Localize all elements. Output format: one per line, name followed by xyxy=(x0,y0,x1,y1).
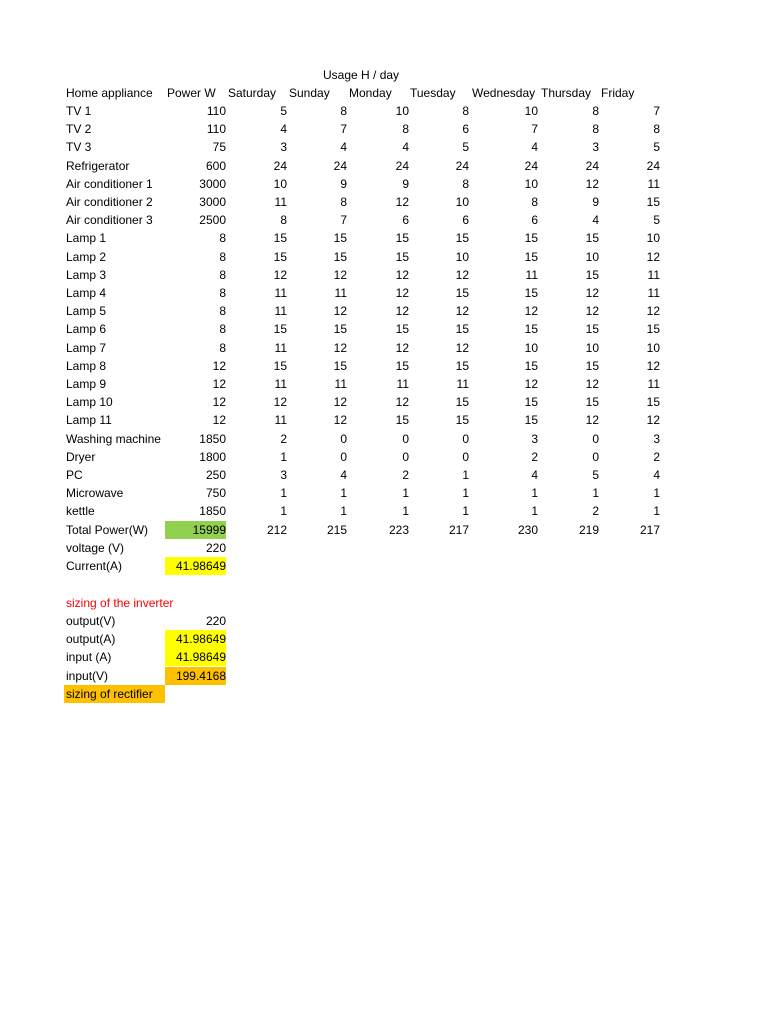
usage-hours: 10 xyxy=(395,104,409,118)
day-total: 212 xyxy=(266,522,287,537)
appliance-name: Lamp 8 xyxy=(66,358,107,373)
usage-hours: 12 xyxy=(524,377,538,391)
usage-hours: 6 xyxy=(402,213,409,228)
power-value: 2500 xyxy=(199,213,226,228)
appliance-name: Lamp 5 xyxy=(66,304,107,319)
usage-hours: 15 xyxy=(585,358,599,373)
usage-hours: 0 xyxy=(340,431,347,446)
column-header: Friday xyxy=(601,86,635,100)
usage-hours: 1 xyxy=(402,486,409,501)
usage-hours: 11 xyxy=(647,286,660,300)
appliance-name: TV 1 xyxy=(66,104,92,118)
usage-hours: 15 xyxy=(395,231,409,246)
usage-hours: 15 xyxy=(333,358,347,373)
usage-hours: 12 xyxy=(646,249,660,264)
usage-hours: 7 xyxy=(340,213,347,228)
usage-hours: 4 xyxy=(653,468,660,482)
power-value: 8 xyxy=(219,340,226,355)
usage-hours: 8 xyxy=(340,104,347,118)
usage-hours: 4 xyxy=(531,140,538,155)
appliance-name: Lamp 7 xyxy=(66,340,107,355)
inverter-value: 41.98649 xyxy=(165,630,226,648)
column-header: Monday xyxy=(349,86,392,100)
usage-hours: 10 xyxy=(455,249,469,264)
usage-hours: 6 xyxy=(531,213,538,228)
usage-hours: 15 xyxy=(524,322,538,337)
usage-hours: 2 xyxy=(592,504,599,519)
usage-hours: 15 xyxy=(646,395,660,410)
usage-hours: 1 xyxy=(340,504,347,519)
column-header: Wednesday xyxy=(472,86,536,100)
usage-hours: 12 xyxy=(455,267,469,282)
usage-hours: 11 xyxy=(334,286,347,300)
power-value: 750 xyxy=(205,486,226,501)
usage-hours: 12 xyxy=(395,267,409,282)
usage-hours: 1 xyxy=(653,486,660,501)
voltage-label: voltage (V) xyxy=(66,541,125,555)
usage-hours: 24 xyxy=(333,158,347,173)
usage-hours: 1 xyxy=(340,486,347,501)
appliance-name: Lamp 11 xyxy=(66,413,112,428)
usage-hours: 15 xyxy=(455,413,469,428)
usage-hours: 15 xyxy=(395,413,409,428)
current-label: Current(A) xyxy=(66,559,123,573)
usage-title: Usage H / day xyxy=(323,68,400,82)
usage-hours: 24 xyxy=(524,158,538,173)
voltage-value: 220 xyxy=(205,541,226,555)
total-power-value: 15999 xyxy=(165,521,226,539)
power-value: 250 xyxy=(205,468,226,482)
appliance-name: TV 2 xyxy=(66,122,92,137)
appliance-name: Lamp 10 xyxy=(66,395,113,410)
usage-hours: 10 xyxy=(524,104,538,118)
usage-hours: 24 xyxy=(455,158,469,173)
usage-hours: 11 xyxy=(456,377,469,391)
power-value: 8 xyxy=(219,231,226,246)
usage-hours: 4 xyxy=(340,140,347,155)
usage-hours: 12 xyxy=(455,304,469,319)
power-value: 110 xyxy=(206,104,226,118)
rectifier-title: sizing of rectifier xyxy=(64,685,165,703)
usage-hours: 1 xyxy=(653,504,660,519)
appliance-name: Lamp 2 xyxy=(66,249,107,264)
usage-hours: 7 xyxy=(653,104,660,118)
usage-hours: 1 xyxy=(402,504,409,519)
usage-hours: 12 xyxy=(333,304,347,319)
usage-hours: 15 xyxy=(273,358,287,373)
usage-hours: 8 xyxy=(280,213,287,228)
appliance-name: Lamp 6 xyxy=(66,322,107,337)
appliance-name: Air conditioner 2 xyxy=(66,195,153,209)
usage-hours: 1 xyxy=(462,468,469,482)
usage-hours: 10 xyxy=(273,176,287,191)
power-value: 3000 xyxy=(199,176,226,191)
usage-hours: 24 xyxy=(273,158,287,173)
power-value: 12 xyxy=(212,395,226,410)
total-power-label: Total Power(W) xyxy=(66,522,149,537)
usage-hours: 8 xyxy=(531,195,538,209)
usage-hours: 3 xyxy=(280,468,287,482)
usage-hours: 12 xyxy=(395,304,409,319)
usage-hours: 10 xyxy=(646,231,660,246)
usage-hours: 1 xyxy=(531,486,538,501)
usage-hours: 2 xyxy=(531,449,538,464)
appliance-name: Microwave xyxy=(66,486,124,501)
usage-hours: 12 xyxy=(646,413,660,428)
usage-hours: 11 xyxy=(334,377,347,391)
appliance-name: PC xyxy=(66,468,83,482)
usage-hours: 8 xyxy=(653,122,660,137)
usage-hours: 5 xyxy=(653,213,660,228)
power-value: 1850 xyxy=(199,504,226,519)
power-value: 600 xyxy=(205,158,226,173)
usage-hours: 11 xyxy=(647,377,660,391)
usage-hours: 15 xyxy=(273,322,287,337)
usage-hours: 6 xyxy=(462,213,469,228)
usage-hours: 11 xyxy=(647,267,660,282)
usage-hours: 8 xyxy=(462,176,469,191)
usage-hours: 11 xyxy=(274,377,287,391)
usage-hours: 15 xyxy=(333,322,347,337)
usage-hours: 11 xyxy=(525,267,538,282)
usage-hours: 15 xyxy=(524,395,538,410)
usage-hours: 4 xyxy=(402,140,409,155)
usage-hours: 15 xyxy=(524,358,538,373)
usage-hours: 5 xyxy=(462,140,469,155)
usage-hours: 15 xyxy=(273,249,287,264)
usage-hours: 0 xyxy=(462,431,469,446)
usage-hours: 1 xyxy=(280,504,287,519)
power-value: 1800 xyxy=(199,449,226,464)
usage-hours: 1 xyxy=(462,486,469,501)
usage-hours: 4 xyxy=(531,468,538,482)
column-header: Sunday xyxy=(289,86,330,100)
inverter-value: 41.98649 xyxy=(165,648,226,666)
appliance-name: Lamp 1 xyxy=(66,231,107,246)
usage-hours: 15 xyxy=(646,195,660,209)
usage-hours: 8 xyxy=(462,104,469,118)
inverter-value: 199.4168 xyxy=(165,667,226,685)
usage-hours: 12 xyxy=(585,377,599,391)
appliance-name: Refrigerator xyxy=(66,158,130,173)
usage-hours: 15 xyxy=(455,358,469,373)
usage-hours: 12 xyxy=(646,304,660,319)
usage-hours: 3 xyxy=(531,431,538,446)
usage-hours: 1 xyxy=(592,486,599,501)
usage-hours: 11 xyxy=(396,377,409,391)
column-header: Tuesday xyxy=(410,86,456,100)
usage-hours: 24 xyxy=(395,158,409,173)
column-header: Saturday xyxy=(228,86,277,100)
usage-hours: 12 xyxy=(585,176,599,191)
usage-hours: 15 xyxy=(455,231,469,246)
day-total: 217 xyxy=(448,522,469,537)
usage-hours: 12 xyxy=(395,195,409,209)
usage-hours: 8 xyxy=(340,195,347,209)
usage-hours: 10 xyxy=(455,195,469,209)
usage-hours: 12 xyxy=(273,267,287,282)
usage-hours: 9 xyxy=(592,195,599,209)
usage-hours: 4 xyxy=(340,468,347,482)
usage-hours: 12 xyxy=(333,413,347,428)
usage-hours: 8 xyxy=(592,122,599,137)
power-value: 75 xyxy=(212,140,226,155)
usage-hours: 11 xyxy=(647,176,660,191)
usage-hours: 15 xyxy=(455,395,469,410)
appliance-name: Lamp 3 xyxy=(66,267,107,282)
day-total: 215 xyxy=(326,522,347,537)
usage-hours: 1 xyxy=(280,486,287,501)
usage-hours: 10 xyxy=(585,249,599,264)
usage-hours: 5 xyxy=(592,468,599,482)
usage-hours: 6 xyxy=(462,122,469,137)
usage-hours: 12 xyxy=(585,286,599,300)
usage-hours: 12 xyxy=(395,340,409,355)
usage-hours: 15 xyxy=(395,358,409,373)
usage-hours: 24 xyxy=(585,158,599,173)
power-value: 8 xyxy=(219,249,226,264)
usage-hours: 4 xyxy=(592,213,599,228)
usage-hours: 0 xyxy=(340,449,347,464)
inverter-value: 220 xyxy=(205,614,226,628)
usage-hours: 12 xyxy=(646,358,660,373)
day-total: 230 xyxy=(517,522,538,537)
usage-hours: 10 xyxy=(585,340,599,355)
usage-hours: 15 xyxy=(455,286,469,300)
usage-hours: 12 xyxy=(524,304,538,319)
usage-hours: 15 xyxy=(455,322,469,337)
usage-hours: 0 xyxy=(402,449,409,464)
usage-hours: 5 xyxy=(280,104,287,118)
usage-hours: 12 xyxy=(333,340,347,355)
day-total: 219 xyxy=(578,522,599,537)
usage-hours: 0 xyxy=(402,431,409,446)
usage-hours: 15 xyxy=(646,322,660,337)
power-value: 8 xyxy=(219,304,226,319)
appliance-name: Dryer xyxy=(66,449,96,464)
power-value: 1850 xyxy=(199,431,226,446)
appliance-name: Washing machine xyxy=(66,431,161,446)
usage-hours: 15 xyxy=(585,267,599,282)
usage-hours: 8 xyxy=(402,122,409,137)
usage-hours: 9 xyxy=(402,176,409,191)
appliance-name: kettle xyxy=(66,504,95,519)
power-value: 12 xyxy=(212,413,226,428)
power-value: 8 xyxy=(219,286,226,300)
usage-hours: 12 xyxy=(333,267,347,282)
usage-hours: 2 xyxy=(402,468,409,482)
power-value: 8 xyxy=(219,267,226,282)
inverter-label: input (A) xyxy=(66,650,112,665)
usage-hours: 15 xyxy=(585,322,599,337)
power-value: 8 xyxy=(219,322,226,337)
usage-hours: 12 xyxy=(333,395,347,410)
usage-hours: 3 xyxy=(653,431,660,446)
usage-hours: 15 xyxy=(395,249,409,264)
power-value: 12 xyxy=(212,358,226,373)
power-value: 3000 xyxy=(199,195,226,209)
usage-hours: 15 xyxy=(333,231,347,246)
usage-hours: 15 xyxy=(585,231,599,246)
usage-hours: 7 xyxy=(340,122,347,137)
usage-hours: 3 xyxy=(280,140,287,155)
usage-hours: 11 xyxy=(274,340,287,355)
usage-hours: 12 xyxy=(585,304,599,319)
usage-hours: 15 xyxy=(524,249,538,264)
day-total: 223 xyxy=(388,522,409,537)
usage-hours: 11 xyxy=(274,413,287,428)
usage-hours: 15 xyxy=(524,286,538,300)
inverter-label: output(A) xyxy=(66,632,116,647)
column-header: Power W xyxy=(167,86,216,100)
power-value: 12 xyxy=(212,377,226,391)
usage-hours: 12 xyxy=(585,413,599,428)
usage-hours: 10 xyxy=(524,340,538,355)
usage-hours: 12 xyxy=(395,286,409,300)
usage-hours: 8 xyxy=(592,104,599,118)
usage-hours: 15 xyxy=(524,413,538,428)
usage-hours: 11 xyxy=(274,286,287,300)
usage-hours: 12 xyxy=(273,395,287,410)
usage-hours: 12 xyxy=(395,395,409,410)
appliance-name: TV 3 xyxy=(66,140,92,155)
column-header: Thursday xyxy=(541,86,592,100)
usage-hours: 1 xyxy=(531,504,538,519)
usage-hours: 2 xyxy=(653,449,660,464)
usage-hours: 1 xyxy=(280,449,287,464)
inverter-label: input(V) xyxy=(66,668,109,683)
usage-hours: 3 xyxy=(592,140,599,155)
usage-hours: 15 xyxy=(395,322,409,337)
usage-hours: 11 xyxy=(274,304,287,319)
usage-hours: 10 xyxy=(646,340,660,355)
usage-hours: 15 xyxy=(585,395,599,410)
day-total: 217 xyxy=(639,522,660,537)
usage-hours: 1 xyxy=(462,504,469,519)
usage-hours: 15 xyxy=(333,249,347,264)
usage-hours: 0 xyxy=(592,449,599,464)
inverter-title: sizing of the inverter xyxy=(66,596,174,610)
inverter-label: output(V) xyxy=(66,614,116,628)
usage-hours: 15 xyxy=(273,231,287,246)
usage-hours: 24 xyxy=(646,158,660,173)
column-header: Home appliance xyxy=(66,86,153,100)
usage-hours: 9 xyxy=(340,176,347,191)
appliance-name: Air conditioner 3 xyxy=(66,213,153,228)
usage-hours: 10 xyxy=(524,176,538,191)
usage-hours: 0 xyxy=(592,431,599,446)
usage-hours: 11 xyxy=(274,195,287,209)
usage-hours: 7 xyxy=(531,122,538,137)
power-value: 110 xyxy=(206,122,226,137)
appliance-name: Lamp 4 xyxy=(66,286,107,300)
appliance-name: Air conditioner 1 xyxy=(66,176,153,191)
usage-hours: 5 xyxy=(653,140,660,155)
usage-hours: 12 xyxy=(455,340,469,355)
appliance-name: Lamp 9 xyxy=(66,377,107,391)
usage-hours: 0 xyxy=(462,449,469,464)
usage-hours: 4 xyxy=(280,122,287,137)
usage-hours: 15 xyxy=(524,231,538,246)
current-value: 41.98649 xyxy=(165,557,226,575)
usage-hours: 2 xyxy=(280,431,287,446)
